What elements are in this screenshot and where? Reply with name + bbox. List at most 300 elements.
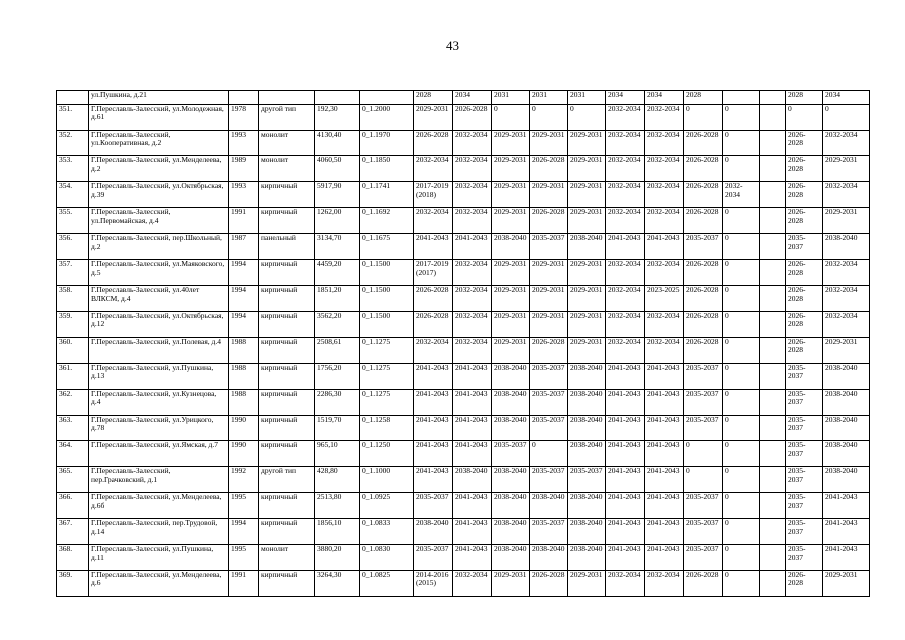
cell-period-5: 2029-2031	[568, 208, 606, 234]
cell-period-12: 2038-2040	[823, 363, 870, 389]
cell-num: 359.	[57, 311, 89, 337]
cell-period-6: 2032-2034	[606, 182, 645, 208]
cell-area: 1519,70	[315, 415, 360, 441]
cell-period-4: 2035-2037	[530, 467, 568, 493]
cell-period-2: 2041-2043	[453, 545, 492, 571]
cell-index: 0_1.0825	[360, 570, 414, 596]
cell-period-10	[760, 493, 786, 519]
cell-index: 0_1.1500	[360, 260, 414, 286]
cell-index: 0_1.1850	[360, 156, 414, 182]
cell-period-2: 2032-2034	[453, 260, 492, 286]
table-row	[57, 363, 870, 389]
table-row	[57, 182, 870, 208]
cell-period-7: 2023-2025	[645, 286, 684, 312]
cell-period-9: 0	[723, 545, 760, 571]
cell-period-6: 2032-2034	[606, 156, 645, 182]
cell-address: Г.Переславль-Залесский, ул.Кузнецова, д.4	[89, 389, 229, 415]
cell-period-8: 2035-2037	[684, 493, 723, 519]
cell-index: 0_1.1692	[360, 208, 414, 234]
cell-period-1: 2041-2043	[414, 234, 453, 260]
cell-wall-type: другой тип	[259, 104, 315, 130]
cell-wall-type	[259, 91, 315, 105]
cell-year: 1988	[229, 363, 259, 389]
cell-period-10	[760, 389, 786, 415]
cell-year: 1991	[229, 570, 259, 596]
cell-period-1: 2017-2019 (2018)	[414, 182, 453, 208]
cell-period-3: 2029-2031	[492, 570, 530, 596]
cell-period-11: 2026-2028	[786, 286, 823, 312]
cell-period-9: 0	[723, 519, 760, 545]
cell-period-9: 0	[723, 104, 760, 130]
cell-period-6: 2041-2043	[606, 389, 645, 415]
cell-period-4: 2035-2037	[530, 519, 568, 545]
cell-period-12: 2038-2040	[823, 467, 870, 493]
cell-period-9: 0	[723, 389, 760, 415]
cell-num: 352.	[57, 130, 89, 156]
cell-period-5: 2031	[568, 91, 606, 105]
cell-period-10	[760, 519, 786, 545]
cell-area: 5917,90	[315, 182, 360, 208]
cell-period-3: 2038-2040	[492, 415, 530, 441]
cell-period-8: 2026-2028	[684, 182, 723, 208]
cell-num: 355.	[57, 208, 89, 234]
cell-period-2: 2041-2043	[453, 441, 492, 467]
cell-period-4: 2029-2031	[530, 311, 568, 337]
cell-area: 1856,10	[315, 519, 360, 545]
cell-period-7: 2032-2034	[645, 208, 684, 234]
cell-period-2: 2041-2043	[453, 519, 492, 545]
cell-period-10	[760, 286, 786, 312]
cell-period-3: 2029-2031	[492, 130, 530, 156]
cell-period-4: 2035-2037	[530, 415, 568, 441]
cell-year: 1994	[229, 519, 259, 545]
cell-period-9: 2032-2034	[723, 182, 760, 208]
cell-period-5: 2038-2040	[568, 389, 606, 415]
cell-index: 0_1.1970	[360, 130, 414, 156]
schedule-table	[56, 90, 870, 597]
cell-num: 369.	[57, 570, 89, 596]
cell-period-11: 2026-2028	[786, 130, 823, 156]
cell-period-5: 2029-2031	[568, 337, 606, 363]
cell-period-4: 0	[530, 104, 568, 130]
cell-period-5: 2038-2040	[568, 363, 606, 389]
cell-period-10	[760, 260, 786, 286]
cell-num: 367.	[57, 519, 89, 545]
cell-wall-type: кирпичный	[259, 441, 315, 467]
cell-address: Г.Переславль-Залесский, ул.Полевая, д.4	[89, 337, 229, 363]
cell-period-2: 2038-2040	[453, 467, 492, 493]
cell-index: 0_1.0925	[360, 493, 414, 519]
cell-period-6: 2032-2034	[606, 570, 645, 596]
cell-period-1: 2041-2043	[414, 467, 453, 493]
cell-period-2: 2041-2043	[453, 363, 492, 389]
cell-period-10	[760, 91, 786, 105]
cell-wall-type: кирпичный	[259, 337, 315, 363]
cell-address: Г.Переславль-Залесский, ул.Октябрьская, д.39	[89, 182, 229, 208]
cell-period-1: 2038-2040	[414, 519, 453, 545]
cell-area: 3134,70	[315, 234, 360, 260]
cell-address: Г.Переславль-Залесский, пер.Школьный, д.2	[89, 234, 229, 260]
cell-period-3: 2038-2040	[492, 467, 530, 493]
cell-period-1: 2026-2028	[414, 311, 453, 337]
cell-period-5: 2029-2031	[568, 311, 606, 337]
cell-period-12: 0	[823, 104, 870, 130]
cell-period-11: 2035-2037	[786, 493, 823, 519]
table-row	[57, 260, 870, 286]
cell-period-11: 2035-2037	[786, 441, 823, 467]
cell-period-1: 2028	[414, 91, 453, 105]
cell-period-6: 2041-2043	[606, 467, 645, 493]
table-row	[57, 545, 870, 571]
cell-period-7: 2041-2043	[645, 441, 684, 467]
cell-period-4: 2035-2037	[530, 389, 568, 415]
cell-period-10	[760, 156, 786, 182]
cell-index: 0_1.1675	[360, 234, 414, 260]
cell-area: 3264,30	[315, 570, 360, 596]
cell-period-12: 2032-2034	[823, 130, 870, 156]
cell-period-6: 2034	[606, 91, 645, 105]
cell-area: 1851,20	[315, 286, 360, 312]
table-row	[57, 519, 870, 545]
cell-period-9: 0	[723, 208, 760, 234]
cell-period-5: 2038-2040	[568, 519, 606, 545]
cell-period-4: 2029-2031	[530, 182, 568, 208]
cell-year: 1991	[229, 208, 259, 234]
cell-period-9: 0	[723, 441, 760, 467]
cell-period-6: 2041-2043	[606, 415, 645, 441]
cell-period-10	[760, 337, 786, 363]
cell-period-3: 2038-2040	[492, 493, 530, 519]
cell-address: Г.Переславль-Залесский, ул.Первомайская, д.4	[89, 208, 229, 234]
cell-address: Г.Переславль-Залесский, пер.Трудовой, д.14	[89, 519, 229, 545]
cell-period-5: 2029-2031	[568, 182, 606, 208]
cell-period-2: 2032-2034	[453, 570, 492, 596]
cell-wall-type: кирпичный	[259, 208, 315, 234]
cell-period-8: 2035-2037	[684, 519, 723, 545]
cell-year: 1995	[229, 493, 259, 519]
cell-period-3: 2029-2031	[492, 311, 530, 337]
cell-period-4: 2026-2028	[530, 156, 568, 182]
cell-period-1: 2041-2043	[414, 415, 453, 441]
cell-period-1: 2041-2043	[414, 441, 453, 467]
cell-area: 1756,20	[315, 363, 360, 389]
table-row	[57, 104, 870, 130]
cell-address: Г.Переславль-Залесский, ул.Ямская, д.7	[89, 441, 229, 467]
table-row	[57, 467, 870, 493]
cell-period-7: 2032-2034	[645, 570, 684, 596]
cell-address: Г.Переславль-Залесский, ул.Молодежная, д.61	[89, 104, 229, 130]
cell-period-6: 2041-2043	[606, 493, 645, 519]
cell-year	[229, 91, 259, 105]
cell-num: 354.	[57, 182, 89, 208]
cell-period-1: 2017-2019 (2017)	[414, 260, 453, 286]
cell-address: Г.Переславль-Залесский, ул.Менделеева, д.2	[89, 156, 229, 182]
cell-period-2: 2032-2034	[453, 337, 492, 363]
cell-period-11: 2026-2028	[786, 208, 823, 234]
cell-year: 1990	[229, 415, 259, 441]
cell-wall-type: кирпичный	[259, 311, 315, 337]
cell-num: 366.	[57, 493, 89, 519]
cell-wall-type: монолит	[259, 545, 315, 571]
table-row	[57, 234, 870, 260]
cell-period-9: 0	[723, 493, 760, 519]
cell-wall-type: кирпичный	[259, 260, 315, 286]
cell-period-12: 2041-2043	[823, 519, 870, 545]
cell-area: 2508,61	[315, 337, 360, 363]
cell-wall-type: кирпичный	[259, 415, 315, 441]
cell-period-12: 2029-2031	[823, 337, 870, 363]
cell-period-10	[760, 130, 786, 156]
cell-period-7: 2032-2034	[645, 156, 684, 182]
cell-period-9: 0	[723, 156, 760, 182]
cell-period-12: 2041-2043	[823, 545, 870, 571]
cell-period-4: 2029-2031	[530, 286, 568, 312]
cell-area: 4060,50	[315, 156, 360, 182]
cell-period-5: 2029-2031	[568, 156, 606, 182]
cell-year: 1994	[229, 286, 259, 312]
cell-period-4: 2035-2037	[530, 363, 568, 389]
cell-period-2: 2034	[453, 91, 492, 105]
cell-period-10	[760, 234, 786, 260]
cell-index: 0_1.1000	[360, 467, 414, 493]
cell-period-1: 2032-2034	[414, 337, 453, 363]
cell-period-3: 2038-2040	[492, 545, 530, 571]
table-row	[57, 337, 870, 363]
cell-period-3: 2029-2031	[492, 156, 530, 182]
cell-period-6: 2041-2043	[606, 363, 645, 389]
table-row	[57, 156, 870, 182]
cell-period-3: 2031	[492, 91, 530, 105]
cell-period-4: 2035-2037	[530, 234, 568, 260]
cell-period-7: 2041-2043	[645, 363, 684, 389]
cell-period-3: 2029-2031	[492, 208, 530, 234]
cell-num: 353.	[57, 156, 89, 182]
cell-period-1: 2026-2028	[414, 130, 453, 156]
cell-period-8: 2026-2028	[684, 130, 723, 156]
cell-period-10	[760, 441, 786, 467]
cell-period-6: 2032-2034	[606, 286, 645, 312]
cell-wall-type: монолит	[259, 156, 315, 182]
cell-period-12: 2032-2034	[823, 311, 870, 337]
cell-period-10	[760, 208, 786, 234]
cell-year: 1987	[229, 234, 259, 260]
cell-index: 0_1.1250	[360, 441, 414, 467]
cell-area: 3880,20	[315, 545, 360, 571]
cell-period-11: 2035-2037	[786, 415, 823, 441]
table-row	[57, 311, 870, 337]
cell-period-12: 2032-2034	[823, 260, 870, 286]
cell-period-1: 2029-2031	[414, 104, 453, 130]
cell-period-11: 2035-2037	[786, 545, 823, 571]
cell-period-11: 2026-2028	[786, 311, 823, 337]
cell-period-7: 2041-2043	[645, 545, 684, 571]
cell-period-6: 2032-2034	[606, 337, 645, 363]
cell-period-12: 2038-2040	[823, 441, 870, 467]
cell-period-6: 2041-2043	[606, 519, 645, 545]
cell-period-2: 2032-2034	[453, 311, 492, 337]
cell-period-12: 2029-2031	[823, 570, 870, 596]
cell-area: 4459,20	[315, 260, 360, 286]
cell-period-9: 0	[723, 311, 760, 337]
cell-period-3: 2038-2040	[492, 363, 530, 389]
cell-address: Г.Переславль-Залесский, пер.Грачковский, д.1	[89, 467, 229, 493]
cell-period-6: 2032-2034	[606, 260, 645, 286]
cell-period-1: 2026-2028	[414, 286, 453, 312]
cell-year: 1988	[229, 389, 259, 415]
cell-period-10	[760, 545, 786, 571]
table-row	[57, 208, 870, 234]
cell-period-4: 2038-2040	[530, 545, 568, 571]
cell-year: 1993	[229, 130, 259, 156]
cell-period-6: 2041-2043	[606, 441, 645, 467]
table-row	[57, 91, 870, 105]
table-row	[57, 570, 870, 596]
cell-year: 1994	[229, 260, 259, 286]
cell-period-12: 2032-2034	[823, 286, 870, 312]
cell-period-8: 2026-2028	[684, 260, 723, 286]
cell-period-8: 2028	[684, 91, 723, 105]
cell-period-11: 0	[786, 104, 823, 130]
cell-num: 356.	[57, 234, 89, 260]
cell-period-6: 2041-2043	[606, 545, 645, 571]
cell-wall-type: монолит	[259, 130, 315, 156]
cell-period-10	[760, 311, 786, 337]
cell-period-4: 2026-2028	[530, 570, 568, 596]
cell-period-6: 2041-2043	[606, 234, 645, 260]
cell-period-8: 2026-2028	[684, 156, 723, 182]
cell-period-9: 0	[723, 467, 760, 493]
cell-index: 0_1.1275	[360, 389, 414, 415]
cell-period-10	[760, 467, 786, 493]
cell-area	[315, 91, 360, 105]
cell-num: 361.	[57, 363, 89, 389]
cell-period-11: 2035-2037	[786, 389, 823, 415]
cell-period-9: 0	[723, 260, 760, 286]
cell-period-1: 2035-2037	[414, 493, 453, 519]
cell-year: 1989	[229, 156, 259, 182]
cell-wall-type: кирпичный	[259, 286, 315, 312]
cell-period-11: 2035-2037	[786, 363, 823, 389]
cell-period-7: 2032-2034	[645, 311, 684, 337]
cell-num	[57, 91, 89, 105]
cell-period-3: 2029-2031	[492, 182, 530, 208]
cell-address: Г.Переславль-Залесский, ул.Пушкина, д.11	[89, 545, 229, 571]
cell-index: 0_1.0830	[360, 545, 414, 571]
cell-period-12: 2034	[823, 91, 870, 105]
cell-period-7: 2041-2043	[645, 415, 684, 441]
cell-period-3: 2038-2040	[492, 519, 530, 545]
cell-wall-type: кирпичный	[259, 570, 315, 596]
cell-period-5: 2029-2031	[568, 260, 606, 286]
cell-period-12: 2041-2043	[823, 493, 870, 519]
cell-period-1: 2032-2034	[414, 208, 453, 234]
cell-period-7: 2041-2043	[645, 389, 684, 415]
cell-period-6: 2032-2034	[606, 208, 645, 234]
cell-period-9: 0	[723, 415, 760, 441]
cell-period-7: 2041-2043	[645, 467, 684, 493]
cell-period-12: 2029-2031	[823, 208, 870, 234]
cell-year: 1993	[229, 182, 259, 208]
cell-period-3: 2035-2037	[492, 441, 530, 467]
cell-num: 357.	[57, 260, 89, 286]
cell-period-2: 2032-2034	[453, 182, 492, 208]
cell-period-3: 0	[492, 104, 530, 130]
cell-period-2: 2032-2034	[453, 286, 492, 312]
cell-period-1: 2035-2037	[414, 545, 453, 571]
cell-period-12: 2029-2031	[823, 156, 870, 182]
cell-period-3: 2038-2040	[492, 389, 530, 415]
cell-period-5: 2038-2040	[568, 415, 606, 441]
cell-period-8: 2035-2037	[684, 363, 723, 389]
cell-period-4: 2029-2031	[530, 260, 568, 286]
cell-area: 2286,30	[315, 389, 360, 415]
cell-address: Г.Переславль-Залесский, ул.40лет ВЛКСМ, д.4	[89, 286, 229, 312]
cell-period-2: 2041-2043	[453, 415, 492, 441]
cell-period-3: 2029-2031	[492, 337, 530, 363]
cell-index: 0_1.2000	[360, 104, 414, 130]
cell-wall-type: кирпичный	[259, 519, 315, 545]
cell-period-2: 2026-2028	[453, 104, 492, 130]
page-number: 43	[446, 38, 459, 53]
cell-period-11: 2026-2028	[786, 260, 823, 286]
table-row	[57, 286, 870, 312]
cell-period-8: 2035-2037	[684, 389, 723, 415]
cell-area: 428,80	[315, 467, 360, 493]
cell-period-7: 2032-2034	[645, 130, 684, 156]
table-row	[57, 493, 870, 519]
cell-period-7: 2032-2034	[645, 104, 684, 130]
cell-period-6: 2032-2034	[606, 311, 645, 337]
cell-period-9	[723, 91, 760, 105]
cell-period-4: 2026-2028	[530, 337, 568, 363]
cell-period-5: 0	[568, 104, 606, 130]
cell-area: 2513,80	[315, 493, 360, 519]
cell-index: 0_1.1275	[360, 337, 414, 363]
cell-period-4: 0	[530, 441, 568, 467]
cell-period-2: 2041-2043	[453, 493, 492, 519]
cell-address: Г.Переславль-Залесский, ул.Менделеева, д.6б	[89, 493, 229, 519]
cell-num: 368.	[57, 545, 89, 571]
cell-period-7: 2041-2043	[645, 234, 684, 260]
cell-area: 965,10	[315, 441, 360, 467]
cell-period-3: 2029-2031	[492, 286, 530, 312]
cell-address: Г.Переславль-Залесский, ул.Кооперативная, д.2	[89, 130, 229, 156]
cell-period-10	[760, 570, 786, 596]
cell-num: 364.	[57, 441, 89, 467]
cell-period-8: 2026-2028	[684, 208, 723, 234]
cell-period-5: 2035-2037	[568, 467, 606, 493]
cell-period-12: 2038-2040	[823, 389, 870, 415]
cell-num: 363.	[57, 415, 89, 441]
cell-year: 1990	[229, 441, 259, 467]
cell-period-9: 0	[723, 130, 760, 156]
cell-wall-type: кирпичный	[259, 493, 315, 519]
cell-period-8: 2035-2037	[684, 545, 723, 571]
cell-index: 0_1.1258	[360, 415, 414, 441]
cell-year: 1992	[229, 467, 259, 493]
cell-wall-type: другой тип	[259, 467, 315, 493]
cell-period-4: 2029-2031	[530, 130, 568, 156]
cell-year: 1988	[229, 337, 259, 363]
cell-area: 1262,00	[315, 208, 360, 234]
cell-period-8: 2035-2037	[684, 234, 723, 260]
cell-period-2: 2041-2043	[453, 234, 492, 260]
cell-num: 362.	[57, 389, 89, 415]
table-row	[57, 441, 870, 467]
cell-address: Г.Переславль-Залесский, ул.Маяковского, д.5	[89, 260, 229, 286]
cell-year: 1978	[229, 104, 259, 130]
cell-period-5: 2029-2031	[568, 570, 606, 596]
